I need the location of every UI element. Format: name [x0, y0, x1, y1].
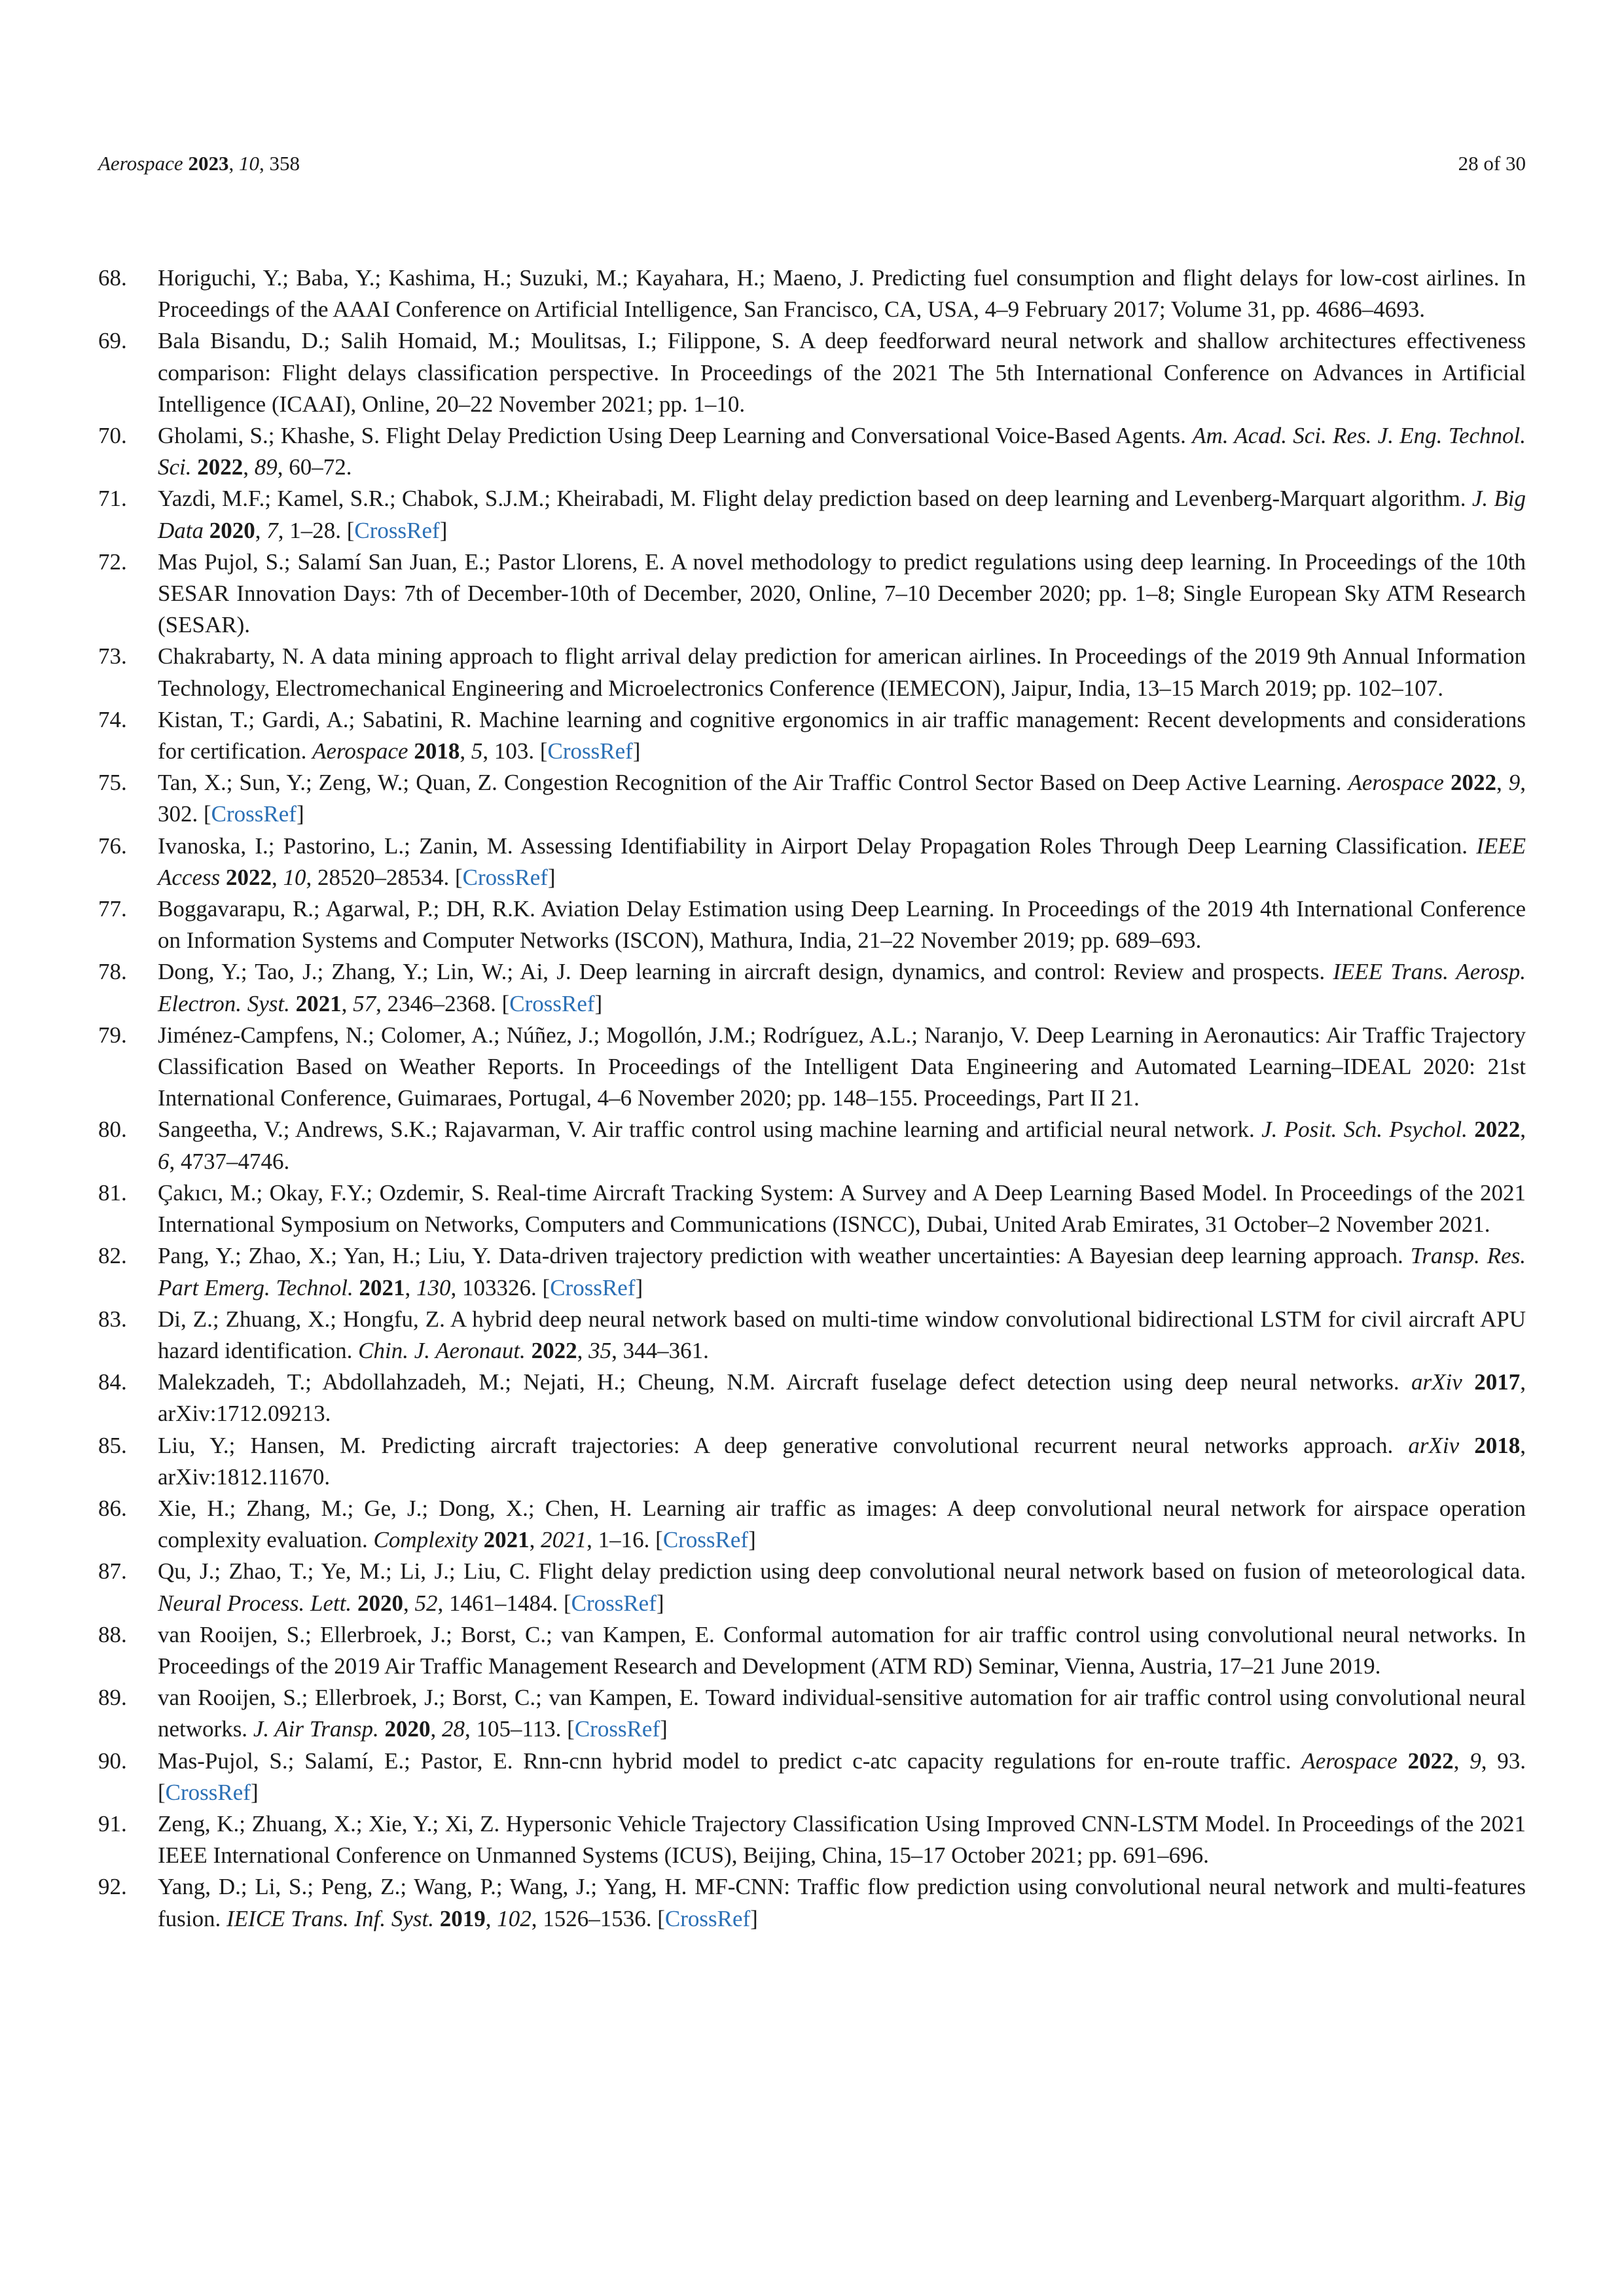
reference-item	[98, 1020, 1526, 1115]
reference-text	[1398, 1748, 1408, 1774]
reference-year: 2022	[225, 864, 272, 890]
page-header	[98, 151, 1526, 177]
reference-text: Pang, Y.; Zhao, X.; Yan, H.; Liu, Y. Data-driven trajectory prediction with weather uncertainties: A Bayesian deep learning approach.	[158, 1243, 1411, 1269]
reference-text: van Rooijen, S.; Ellerbroek, J.; Borst, C.; van Kampen, E. Toward individual-sensitive automation for air traffic control using convolutional neural networks.	[158, 1685, 1526, 1742]
reference-item	[98, 1240, 1526, 1303]
reference-text: , 103. [	[482, 738, 548, 764]
reference-text: ,	[430, 1716, 442, 1742]
reference-italic-text: 5	[471, 738, 483, 764]
reference-year: 2022	[531, 1337, 577, 1363]
reference-year: 2021	[483, 1527, 530, 1553]
reference-text: , arXiv:1712.09213.	[158, 1369, 1526, 1427]
reference-text: Sangeetha, V.; Andrews, S.K.; Rajavarman, V. Air traffic control using machine learning and artificial neural network.	[158, 1117, 1262, 1143]
reference-text: ]	[748, 1527, 756, 1553]
reference-italic-text: arXiv	[1408, 1432, 1460, 1458]
reference-number: 90.	[98, 1748, 127, 1774]
reference-text: ]	[547, 864, 556, 890]
reference-year: 2022	[197, 454, 244, 480]
reference-italic-text: arXiv	[1411, 1369, 1462, 1395]
reference-number: 88.	[98, 1621, 127, 1647]
reference-number: 92.	[98, 1874, 127, 1900]
reference-text: Ivanoska, I.; Pastorino, L.; Zanin, M. Assessing Identifiability in Airport Delay Propagation Roles Through Deep Learning Classification.	[158, 833, 1477, 859]
reference-text: , 93. [	[158, 1748, 1526, 1805]
article-number: 358	[269, 152, 300, 175]
reference-item	[98, 1430, 1526, 1493]
reference-year: 2017	[1474, 1369, 1521, 1395]
reference-text: , 1526–1536. [	[531, 1905, 665, 1931]
reference-item	[98, 641, 1526, 704]
journal-name: Aerospace	[98, 152, 183, 175]
reference-text: , 1–16. [	[586, 1527, 663, 1553]
reference-text: Boggavarapu, R.; Agarwal, P.; DH, R.K. Aviation Delay Estimation using Deep Learning. In Proceedings of the 2019 4th International Conference on Information Systems and Computer Networks (ISCON), Mathura, India, 21–22 November 2019; pp. 689–693.	[158, 896, 1526, 954]
reference-text: , 28520–28534. [	[306, 864, 463, 890]
reference-number: 85.	[98, 1432, 127, 1458]
reference-text: ,	[1520, 1117, 1526, 1143]
reference-text	[1444, 770, 1451, 795]
reference-text: ,	[341, 990, 353, 1016]
reference-year: 2020	[357, 1590, 403, 1616]
reference-text: ,	[271, 864, 283, 890]
reference-text: ,	[1496, 770, 1509, 796]
reference-list	[98, 262, 1526, 1935]
reference-item	[98, 1367, 1526, 1429]
journal-year: 2023	[188, 152, 229, 175]
reference-number: 75.	[98, 770, 127, 796]
reference-item	[98, 831, 1526, 893]
reference-item	[98, 547, 1526, 641]
reference-italic-text: Chin. J. Aeronaut.	[358, 1337, 526, 1363]
reference-text: , arXiv:1812.11670.	[158, 1432, 1526, 1490]
reference-italic-text: Transp. Res. Part Emerg. Technol.	[158, 1243, 1526, 1300]
journal-volume: 10	[238, 152, 259, 175]
reference-item	[98, 420, 1526, 483]
reference-year: 2018	[1474, 1432, 1521, 1458]
reference-italic-text: J. Air Transp.	[253, 1716, 379, 1742]
reference-item	[98, 1556, 1526, 1619]
reference-text: Kistan, T.; Gardi, A.; Sabatini, R. Machine learning and cognitive ergonomics in air traffic management: Recent developments and considerations for certification.	[158, 706, 1526, 764]
reference-item	[98, 1619, 1526, 1682]
reference-italic-text: 6	[158, 1148, 170, 1174]
reference-text: ]	[660, 1716, 668, 1742]
reference-number: 74.	[98, 706, 127, 732]
crossref-link[interactable]: CrossRef	[571, 1590, 657, 1616]
reference-number: 70.	[98, 423, 127, 449]
reference-text: , 4737–4746.	[169, 1148, 290, 1174]
reference-text: ,	[405, 1274, 417, 1300]
reference-text: Dong, Y.; Tao, J.; Zhang, Y.; Lin, W.; Ai, J. Deep learning in aircraft design, dynamics, and control: Review and prospects.	[158, 959, 1333, 985]
reference-text: Chakrabarty, N. A data mining approach to flight arrival delay prediction for american airlines. In Proceedings of the 2019 9th Annual Information Technology, Electromechanical Engineering and Microelectronics Conference (IEMECON), Jaipur, India, 13–15 March 2019; pp. 102–107.	[158, 643, 1526, 701]
reference-text	[204, 518, 209, 543]
reference-item	[98, 1871, 1526, 1934]
reference-italic-text: 102	[497, 1905, 532, 1931]
reference-text: , 344–361.	[611, 1337, 709, 1363]
reference-item	[98, 325, 1526, 420]
reference-italic-text: 28	[441, 1716, 465, 1742]
reference-italic-text: Complexity	[373, 1527, 478, 1553]
reference-number: 91.	[98, 1810, 127, 1837]
reference-italic-text: 7	[266, 517, 278, 543]
reference-italic-text: Aerospace	[312, 738, 408, 764]
reference-number: 80.	[98, 1117, 127, 1143]
reference-text	[526, 1338, 532, 1363]
reference-text: ]	[632, 738, 641, 764]
reference-text: ,	[255, 517, 267, 543]
reference-number: 69.	[98, 328, 127, 354]
reference-text: Zeng, K.; Zhuang, X.; Xie, Y.; Xi, Z. Hypersonic Vehicle Trajectory Classification Using Improved CNN-LSTM Model. In Proceedings of the 2021 IEEE International Conference on Unmanned Systems (ICUS), Beijing, China, 15–17 October 2021; pp. 691–696.	[158, 1810, 1526, 1869]
reference-text: Bala Bisandu, D.; Salih Homaid, M.; Moulitsas, I.; Filippone, S. A deep feedforward neural network and shallow architectures effectiveness comparison: Flight delays classification perspective. In Proceedings of the 2021 The 5th International Conference on Advances in Artificial Intelligence (ICAAI), Online, 20–22 November 2021; pp. 1–10.	[158, 328, 1526, 417]
reference-text: , 2346–2368. [	[376, 990, 510, 1016]
reference-italic-text: J. Big Data	[158, 486, 1526, 543]
reference-text: Di, Z.; Zhuang, X.; Hongfu, Z. A hybrid deep neural network based on multi-time window convolutional bidirectional LSTM for civil aircraft APU hazard identification.	[158, 1306, 1526, 1363]
reference-year: 2020	[209, 517, 255, 543]
reference-text	[1468, 1117, 1474, 1142]
reference-number: 82.	[98, 1243, 127, 1269]
crossref-link[interactable]: CrossRef	[550, 1274, 636, 1300]
reference-text	[1462, 1369, 1474, 1395]
reference-year: 2022	[1407, 1748, 1454, 1774]
reference-item	[98, 1114, 1526, 1177]
reference-item	[98, 767, 1526, 830]
reference-text: Gholami, S.; Khashe, S. Flight Delay Prediction Using Deep Learning and Conversational Voice-Based Agents.	[158, 423, 1193, 449]
reference-italic-text: J. Posit. Sch. Psychol.	[1261, 1117, 1468, 1143]
reference-year: 2020	[384, 1716, 431, 1742]
reference-text: ]	[635, 1274, 643, 1300]
reference-text: Tan, X.; Sun, Y.; Zeng, W.; Quan, Z. Congestion Recognition of the Air Traffic Control Sector Based on Deep Active Learning.	[158, 770, 1348, 796]
reference-year: 2021	[295, 990, 342, 1016]
reference-text: ]	[250, 1779, 259, 1805]
reference-number: 81.	[98, 1179, 127, 1206]
reference-year: 2018	[414, 738, 460, 764]
crossref-link[interactable]: CrossRef	[462, 864, 548, 890]
reference-italic-text: IEEE Trans. Aerosp. Electron. Syst.	[158, 959, 1526, 1016]
reference-item	[98, 1808, 1526, 1871]
reference-item	[98, 1746, 1526, 1808]
crossref-link[interactable]: CrossRef	[509, 990, 595, 1016]
reference-text: ]	[750, 1905, 758, 1931]
reference-text: Mas-Pujol, S.; Salamí, E.; Pastor, E. Rnn-cnn hybrid model to predict c-atc capacity regulations for en-route traffic.	[158, 1748, 1302, 1774]
reference-text: ,	[403, 1590, 415, 1616]
reference-year: 2022	[1474, 1117, 1521, 1143]
reference-number: 68.	[98, 265, 127, 291]
reference-item	[98, 1304, 1526, 1367]
reference-italic-text: IEICE Trans. Inf. Syst.	[226, 1905, 434, 1931]
crossref-link[interactable]: CrossRef	[547, 738, 633, 764]
reference-text: Malekzadeh, T.; Abdollahzadeh, M.; Nejati, H.; Cheung, N.M. Aircraft fuselage defect detection using deep neural networks.	[158, 1369, 1412, 1395]
reference-italic-text: IEEE Access	[158, 833, 1526, 890]
reference-text: van Rooijen, S.; Ellerbroek, J.; Borst, C.; van Kampen, E. Conformal automation for air traffic control using convolutional neural networks. In Proceedings of the 2019 Air Traffic Management Research and Development (ATM RD) Seminar, Vienna, Austria, 17–21 June 2019.	[158, 1621, 1526, 1679]
reference-text: ]	[296, 801, 304, 827]
reference-text: ]	[656, 1590, 664, 1616]
reference-text: Horiguchi, Y.; Baba, Y.; Kashima, H.; Suzuki, M.; Kayahara, H.; Maeno, J. Predicting fuel consumption and flight delays for low-cost airlines. In Proceedings of the AAAI Conference on Artificial Intelligence, San Francisco, CA, USA, 4–9 February 2017; Volume 31, pp. 4686–4693.	[158, 265, 1526, 323]
reference-text: Yang, D.; Li, S.; Peng, Z.; Wang, P.; Wang, J.; Yang, H. MF-CNN: Traffic flow prediction using convolutional neural network and multi-features fusion.	[158, 1874, 1526, 1931]
reference-text: Xie, H.; Zhang, M.; Ge, J.; Dong, X.; Chen, H. Learning air traffic as images: A deep convolutional neural network for airspace operation complexity evaluation.	[158, 1495, 1526, 1553]
reference-item	[98, 1682, 1526, 1745]
reference-year: 2022	[1450, 770, 1496, 796]
reference-text: Qu, J.; Zhao, T.; Ye, M.; Li, J.; Liu, C. Flight delay prediction using deep convolutional neural network based on fusion of meteorological data.	[158, 1558, 1526, 1585]
reference-italic-text: 35	[588, 1337, 612, 1363]
reference-item	[98, 262, 1526, 325]
reference-number: 89.	[98, 1685, 127, 1711]
reference-italic-text: Aerospace	[1348, 770, 1444, 796]
reference-text: ]	[594, 990, 603, 1016]
reference-text	[434, 1906, 440, 1931]
reference-year: 2019	[439, 1905, 486, 1931]
reference-number: 78.	[98, 959, 127, 985]
reference-number: 83.	[98, 1306, 127, 1332]
crossref-link[interactable]: CrossRef	[211, 801, 297, 827]
reference-text	[1459, 1433, 1474, 1458]
reference-text	[192, 454, 198, 480]
reference-number: 76.	[98, 833, 127, 859]
reference-text: Mas Pujol, S.; Salamí San Juan, E.; Pastor Llorens, E. A novel methodology to predict regulations using deep learning. In Proceedings of the 10th SESAR Innovation Days: 7th of December-10th of December, 2020, Online, 7–10 December 2020; pp. 1–8; Single European Sky ATM Research (SESAR).	[158, 548, 1526, 638]
reference-italic-text: Neural Process. Lett.	[158, 1590, 352, 1616]
reference-text: , 103326. [	[450, 1274, 550, 1300]
crossref-link[interactable]: CrossRef	[662, 1527, 749, 1553]
reference-year: 2021	[359, 1274, 405, 1300]
reference-number: 84.	[98, 1369, 127, 1395]
reference-text: ,	[529, 1527, 541, 1553]
reference-italic-text: Am. Acad. Sci. Res. J. Eng. Technol. Sci.	[158, 423, 1526, 480]
reference-text: ,	[485, 1905, 497, 1931]
reference-text: , 105–113. [	[464, 1716, 575, 1742]
reference-item	[98, 704, 1526, 767]
reference-text: Liu, Y.; Hansen, M. Predicting aircraft trajectories: A deep generative convolutional recurrent neural networks approach.	[158, 1432, 1409, 1458]
reference-text: ,	[460, 738, 471, 764]
reference-number: 87.	[98, 1558, 127, 1585]
reference-text: ,	[243, 454, 255, 480]
reference-text: , 302. [	[158, 770, 1526, 827]
reference-text	[353, 1275, 359, 1300]
reference-text	[352, 1590, 357, 1616]
reference-number: 72.	[98, 548, 127, 575]
reference-text: , 1461–1484. [	[437, 1590, 571, 1616]
reference-number: 79.	[98, 1022, 127, 1048]
reference-text: Jiménez-Campfens, N.; Colomer, A.; Núñez, J.; Mogollón, J.M.; Rodríguez, A.L.; Naranjo, V. Deep Learning in Aeronautics: Air Traffic Trajectory Classification Based on Weather Reports. In Proceedings of the Intelligent Data Engineering and Automated Learning–IDEAL 2020: 21st International Conference, Guimaraes, Portugal, 4–6 November 2020; pp. 148–155. Proceedings, Part II 21.	[158, 1022, 1526, 1111]
page-number: 28 of 30	[1458, 152, 1526, 175]
reference-italic-text: 9	[1508, 770, 1521, 796]
reference-italic-text: 2021	[541, 1527, 587, 1553]
reference-italic-text: 10	[283, 864, 306, 890]
reference-italic-text: 57	[353, 990, 376, 1016]
reference-text: Yazdi, M.F.; Kamel, S.R.; Chabok, S.J.M.; Kheirabadi, M. Flight delay prediction based on deep learning and Levenberg-Marquart algorithm.	[158, 486, 1472, 512]
reference-text: , 1–28. [	[278, 517, 355, 543]
reference-item	[98, 483, 1526, 546]
reference-number: 77.	[98, 896, 127, 922]
reference-text	[220, 865, 226, 890]
reference-item	[98, 956, 1526, 1019]
reference-number: 73.	[98, 643, 127, 670]
reference-italic-text: 9	[1470, 1748, 1481, 1774]
reference-italic-text: 89	[254, 454, 278, 480]
running-head: Aerospace 2023, 10, 358	[98, 152, 300, 175]
reference-number: 86.	[98, 1495, 127, 1521]
reference-text: ,	[1453, 1748, 1470, 1774]
reference-text	[478, 1527, 484, 1552]
reference-item	[98, 1177, 1526, 1240]
reference-italic-text: 52	[414, 1590, 438, 1616]
reference-text: , 60–72.	[277, 454, 352, 480]
reference-text: Çakıcı, M.; Okay, F.Y.; Ozdemir, S. Real-time Aircraft Tracking System: A Survey and A Deep Learning Based Model. In Proceedings of the 2021 International Symposium on Networks, Computers and Communications (ISNCC), Dubai, United Arab Emirates, 31 October–2 November 2021.	[158, 1179, 1526, 1238]
crossref-link[interactable]: CrossRef	[165, 1779, 251, 1805]
reference-italic-text: 130	[416, 1274, 451, 1300]
crossref-link[interactable]: CrossRef	[664, 1905, 751, 1931]
reference-text: ]	[439, 517, 448, 543]
reference-item	[98, 1493, 1526, 1556]
reference-number: 71.	[98, 486, 127, 512]
reference-italic-text: Aerospace	[1301, 1748, 1398, 1774]
crossref-link[interactable]: CrossRef	[354, 517, 440, 543]
reference-text	[290, 991, 296, 1016]
reference-item	[98, 893, 1526, 956]
crossref-link[interactable]: CrossRef	[574, 1716, 660, 1742]
reference-text: ,	[577, 1337, 589, 1363]
